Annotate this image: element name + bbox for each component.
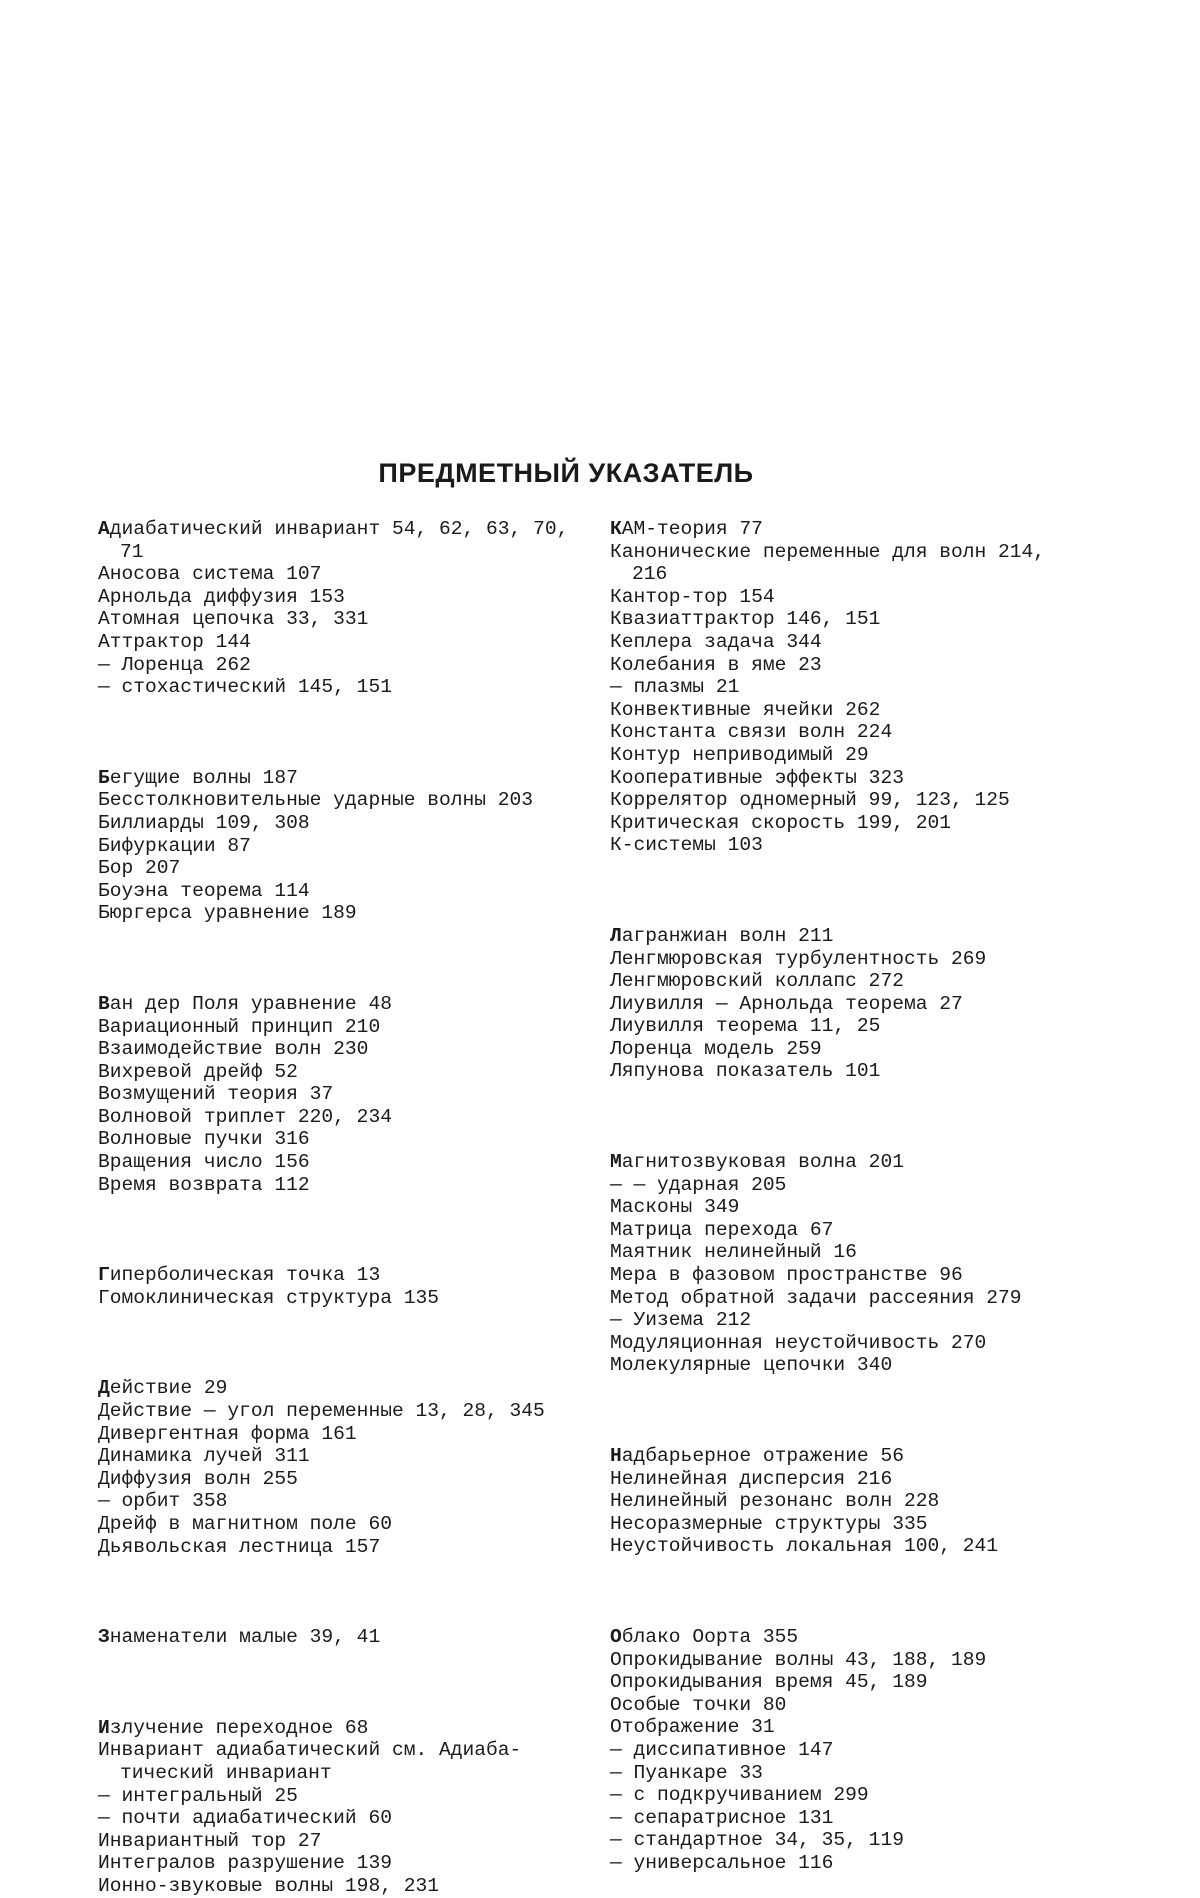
index-entry-text: Опрокидывания время 45, 189 — [610, 1671, 928, 1694]
index-entry-text: Константа связи волн 224 — [610, 721, 893, 744]
index-entry-text: Кантор-тор 154 — [610, 585, 775, 608]
index-entry-text: Несоразмерные структуры 335 — [610, 1512, 928, 1535]
index-entry-text: Молекулярные цепочки 340 — [610, 1354, 893, 1377]
index-entry — [98, 1852, 588, 1875]
index-entry — [98, 1445, 588, 1468]
index-entry-text: агранжиан волн 211 — [621, 924, 834, 947]
index-entry — [98, 518, 588, 541]
index-entry — [610, 1649, 1110, 1672]
index-entry — [610, 1151, 1110, 1174]
index-entry — [98, 586, 588, 609]
index-entry — [610, 1829, 1110, 1852]
index-entry — [98, 676, 588, 699]
index-entry — [98, 1061, 588, 1084]
index-entry — [98, 1536, 588, 1559]
index-entry — [610, 834, 1110, 857]
index-entry-text: 216 — [632, 563, 668, 586]
index-entry-text: Дивергентная форма 161 — [98, 1422, 357, 1445]
index-entry — [610, 1490, 1110, 1513]
index-entry — [610, 1038, 1110, 1061]
index-entry-text: Аносова система 107 — [98, 563, 322, 586]
index-entry-text: АМ-теория 77 — [621, 518, 763, 540]
index-entry — [98, 631, 588, 654]
index-entry — [610, 586, 1110, 609]
index-entry-text: Дьявольская лестница 157 — [98, 1535, 381, 1558]
index-entry — [610, 812, 1110, 835]
index-entry — [610, 1309, 1110, 1332]
index-entry — [610, 1716, 1110, 1739]
index-entry-text: Возмущений теория 37 — [98, 1083, 334, 1106]
index-entry — [98, 1016, 588, 1039]
index-entry-text: Действие — угол переменные 13, 28, 345 — [98, 1400, 545, 1423]
index-entry — [98, 857, 588, 880]
letter-group-gap — [610, 1083, 1110, 1151]
index-entry-text: Биллиарды 109, 308 — [98, 811, 310, 834]
index-entry — [610, 1445, 1110, 1468]
index-entry-text: Волновой триплет 220, 234 — [98, 1105, 392, 1128]
index-entry-text: Масконы 349 — [610, 1196, 740, 1219]
index-entry — [98, 1174, 588, 1197]
index-entry-text: иперболическая точка 13 — [109, 1264, 381, 1287]
index-entry-text: Боуэна теорема 114 — [98, 879, 310, 902]
index-entry-text: Особые точки 80 — [610, 1693, 787, 1716]
index-entry-text: Матрица перехода 67 — [610, 1218, 834, 1241]
index-entry — [98, 1377, 588, 1400]
index-entry — [610, 1626, 1110, 1649]
index-entry — [610, 1694, 1110, 1717]
index-entry-text: ан дер Поля уравнение 48 — [109, 992, 392, 1015]
index-entry-text: ействие 29 — [109, 1377, 228, 1400]
index-letter-lead: Б — [98, 766, 110, 789]
index-entry-text: Динамика лучей 311 — [98, 1445, 310, 1468]
index-entry — [610, 1762, 1110, 1785]
index-entry — [610, 993, 1110, 1016]
index-entry — [98, 1490, 588, 1513]
index-letter-lead: К — [610, 518, 622, 540]
index-entry-text: Ленгмюровская турбулентность 269 — [610, 947, 987, 970]
index-entry-text: — Пуанкаре 33 — [610, 1761, 763, 1784]
index-entry-text: Вариационный принцип 210 — [98, 1015, 381, 1038]
index-entry — [98, 1083, 588, 1106]
index-entry-text: — сепаратрисное 131 — [610, 1806, 834, 1829]
index-entry-text: — универсальное 116 — [610, 1851, 834, 1874]
index-entry-text: Аттрактор 144 — [98, 630, 251, 653]
index-entry — [610, 541, 1110, 564]
index-letter-lead: Л — [610, 924, 622, 947]
letter-group-gap — [98, 925, 588, 993]
letter-group-gap — [98, 1649, 588, 1717]
index-entry — [98, 1400, 588, 1423]
index-entry — [610, 1219, 1110, 1242]
index-letter-lead: Г — [98, 1264, 110, 1287]
index-column-right — [610, 518, 1110, 1875]
index-entry — [610, 1060, 1110, 1083]
index-entry-text: — с подкручиванием 299 — [610, 1784, 869, 1807]
index-entry — [610, 1241, 1110, 1264]
index-entry — [610, 699, 1110, 722]
index-entry — [98, 1739, 588, 1762]
letter-group-gap — [610, 1558, 1110, 1626]
index-entry-text: Бесстолкновительные ударные волны 203 — [98, 789, 534, 812]
index-entry-text: егущие волны 187 — [109, 766, 298, 789]
index-entry — [98, 1287, 588, 1310]
index-entry-text: Дрейф в магнитном поле 60 — [98, 1513, 392, 1535]
index-entry-text: Контур неприводимый 29 — [610, 743, 869, 766]
index-column-left — [98, 518, 588, 1898]
index-entry — [98, 1785, 588, 1808]
letter-group-gap — [98, 1558, 588, 1626]
index-entry-text: 71 — [120, 540, 144, 563]
letter-group-gap — [98, 699, 588, 767]
index-entry-text: Канонические переменные для волн 214, — [610, 540, 1046, 563]
index-entry — [98, 835, 588, 858]
index-letter-lead: Д — [98, 1377, 110, 1400]
index-entry-text: Ионно-звуковые волны 198, 231 — [98, 1874, 439, 1897]
index-entry — [98, 1106, 588, 1129]
index-entry — [610, 563, 1110, 586]
index-entry — [610, 948, 1110, 971]
index-entry — [98, 1038, 588, 1061]
index-entry — [98, 1264, 588, 1287]
index-entry — [610, 654, 1110, 677]
index-entry-text: Лиувилля теорема 11, 25 — [610, 1015, 881, 1038]
index-entry-text: Гомоклиническая структура 135 — [98, 1286, 439, 1309]
index-entry-text: Время возврата 112 — [98, 1173, 310, 1196]
index-entry-text: блако Оорта 355 — [621, 1625, 799, 1648]
index-entry — [610, 744, 1110, 767]
index-letter-lead: М — [610, 1151, 622, 1174]
index-entry — [610, 676, 1110, 699]
index-entry — [610, 1332, 1110, 1355]
index-entry-text: Ляпунова показатель 101 — [610, 1060, 881, 1083]
index-entry — [610, 1468, 1110, 1491]
index-entry-text: Метод обратной задачи рассеяния 279 — [610, 1286, 1022, 1309]
index-entry-text: Нелинейный резонанс волн 228 — [610, 1490, 940, 1513]
index-entry — [98, 563, 588, 586]
index-entry — [98, 1717, 588, 1740]
index-entry-text: Мера в фазовом пространстве 96 — [610, 1264, 963, 1287]
index-entry-text: Колебания в яме 23 — [610, 653, 822, 676]
index-entry-text: — диссипативное 147 — [610, 1738, 834, 1761]
index-entry-text: — плазмы 21 — [610, 676, 740, 699]
index-entry — [98, 1151, 588, 1174]
index-entry — [610, 767, 1110, 790]
index-entry — [610, 1535, 1110, 1558]
index-entry — [98, 1128, 588, 1151]
index-entry-text: Взаимодействие волн 230 — [98, 1038, 369, 1061]
index-entry-text: Диффузия волн 255 — [98, 1467, 298, 1490]
index-entry-text: — орбит 358 — [98, 1490, 228, 1513]
index-entry — [98, 789, 588, 812]
index-entry-text: — Лоренца 262 — [98, 653, 251, 676]
index-entry-text: Вихревой дрейф 52 — [98, 1060, 298, 1083]
index-entry — [610, 1671, 1110, 1694]
index-letter-lead: В — [98, 992, 110, 1015]
index-entry-text: — Уизема 212 — [610, 1309, 752, 1332]
index-entry — [610, 970, 1110, 993]
index-entry-text: Интегралов разрушение 139 — [98, 1852, 392, 1875]
index-entry-text: Опрокидывание волны 43, 188, 189 — [610, 1648, 987, 1671]
index-entry-text: Лоренца модель 259 — [610, 1037, 822, 1060]
index-entry-text: Критическая скорость 199, 201 — [610, 811, 951, 834]
index-entry-text: Кеплера задача 344 — [610, 630, 822, 653]
index-entry — [610, 631, 1110, 654]
index-entry — [610, 1784, 1110, 1807]
index-entry-text: Лиувилля — Арнольда теорема 27 — [610, 992, 963, 1015]
index-entry-text: Отображение 31 — [610, 1716, 775, 1739]
index-entry-text: злучение переходное 68 — [109, 1716, 369, 1739]
index-entry — [98, 1875, 588, 1898]
index-entry — [98, 1468, 588, 1491]
index-entry — [610, 721, 1110, 744]
letter-group-gap — [98, 1309, 588, 1377]
index-entry-text: Бор 207 — [98, 857, 181, 880]
index-entry — [610, 608, 1110, 631]
page-title: ПРЕДМЕТНЫЙ УКАЗАТЕЛЬ — [378, 458, 754, 488]
index-entry-text: Кооперативные эффекты 323 — [610, 766, 904, 789]
index-entry — [98, 1807, 588, 1830]
index-entry-text: — интегральный 25 — [98, 1784, 298, 1807]
index-entry — [610, 1354, 1110, 1377]
index-entry — [98, 1626, 588, 1649]
index-entry — [98, 1762, 588, 1785]
index-entry — [610, 1852, 1110, 1875]
index-entry-text: — стохастический 145, 151 — [98, 676, 392, 699]
letter-group-gap — [610, 857, 1110, 925]
letter-group-gap — [610, 1377, 1110, 1445]
index-entry — [98, 1423, 588, 1446]
index-entry — [98, 654, 588, 677]
index-entry-text: агнитозвуковая волна 201 — [621, 1151, 904, 1174]
index-entry-text: тический инвариант — [120, 1761, 332, 1784]
index-entry — [610, 925, 1110, 948]
index-entry-text: Атомная цепочка 33, 331 — [98, 608, 369, 631]
index-entry — [610, 789, 1110, 812]
index-entry — [610, 1174, 1110, 1197]
index-entry — [98, 902, 588, 925]
index-letter-lead: Н — [610, 1445, 622, 1467]
index-entry-text: Бифуркации 87 — [98, 834, 251, 857]
index-entry-text: Арнольда диффузия 153 — [98, 585, 345, 608]
index-entry — [98, 993, 588, 1016]
index-entry-text: Неустойчивость локальная 100, 241 — [610, 1535, 999, 1558]
index-entry-text: — — ударная 205 — [610, 1173, 787, 1196]
index-entry — [610, 1287, 1110, 1310]
index-entry-text: Инвариант адиабатический см. Адиаба- — [98, 1739, 522, 1762]
index-letter-lead: З — [98, 1626, 110, 1649]
index-entry — [610, 1739, 1110, 1762]
index-entry — [610, 1196, 1110, 1219]
index-entry — [610, 1015, 1110, 1038]
index-entry — [98, 1830, 588, 1853]
index-entry-text: К-системы 103 — [610, 834, 763, 857]
index-entry-text: диабатический инвариант 54, 62, 63, 70, — [109, 518, 569, 540]
index-entry-text: Модуляционная неустойчивость 270 — [610, 1331, 987, 1354]
index-entry-text: Нелинейная дисперсия 216 — [610, 1467, 893, 1490]
index-letter-lead: И — [98, 1716, 110, 1739]
index-entry-text: Квазиаттрактор 146, 151 — [610, 608, 881, 631]
index-entry-text: наменатели малые 39, 41 — [109, 1626, 381, 1649]
index-entry — [98, 541, 588, 564]
index-entry — [610, 1513, 1110, 1536]
index-entry — [98, 880, 588, 903]
index-entry — [98, 608, 588, 631]
index-entry-text: Маятник нелинейный 16 — [610, 1241, 857, 1264]
index-entry — [610, 1807, 1110, 1830]
index-entry-text: Вращения число 156 — [98, 1151, 310, 1174]
index-entry-text: Коррелятор одномерный 99, 123, 125 — [610, 789, 1010, 812]
index-entry-text: Инвариантный тор 27 — [98, 1829, 322, 1852]
index-entry — [98, 812, 588, 835]
index-entry-text: Ленгмюровский коллапс 272 — [610, 970, 904, 993]
index-entry-text: — стандартное 34, 35, 119 — [610, 1829, 904, 1852]
letter-group-gap — [98, 1196, 588, 1264]
index-letter-lead: О — [610, 1625, 622, 1648]
index-letter-lead: А — [98, 518, 110, 540]
index-entry-text: адбарьерное отражение 56 — [621, 1445, 904, 1467]
index-entry — [610, 1264, 1110, 1287]
index-entry — [610, 518, 1110, 541]
index-entry-text: — почти адиабатический 60 — [98, 1807, 392, 1830]
index-entry-text: Конвективные ячейки 262 — [610, 698, 881, 721]
index-entry — [98, 1513, 588, 1536]
index-entry — [98, 767, 588, 790]
index-entry-text: Бюргерса уравнение 189 — [98, 902, 357, 925]
index-entry-text: Волновые пучки 316 — [98, 1128, 310, 1151]
